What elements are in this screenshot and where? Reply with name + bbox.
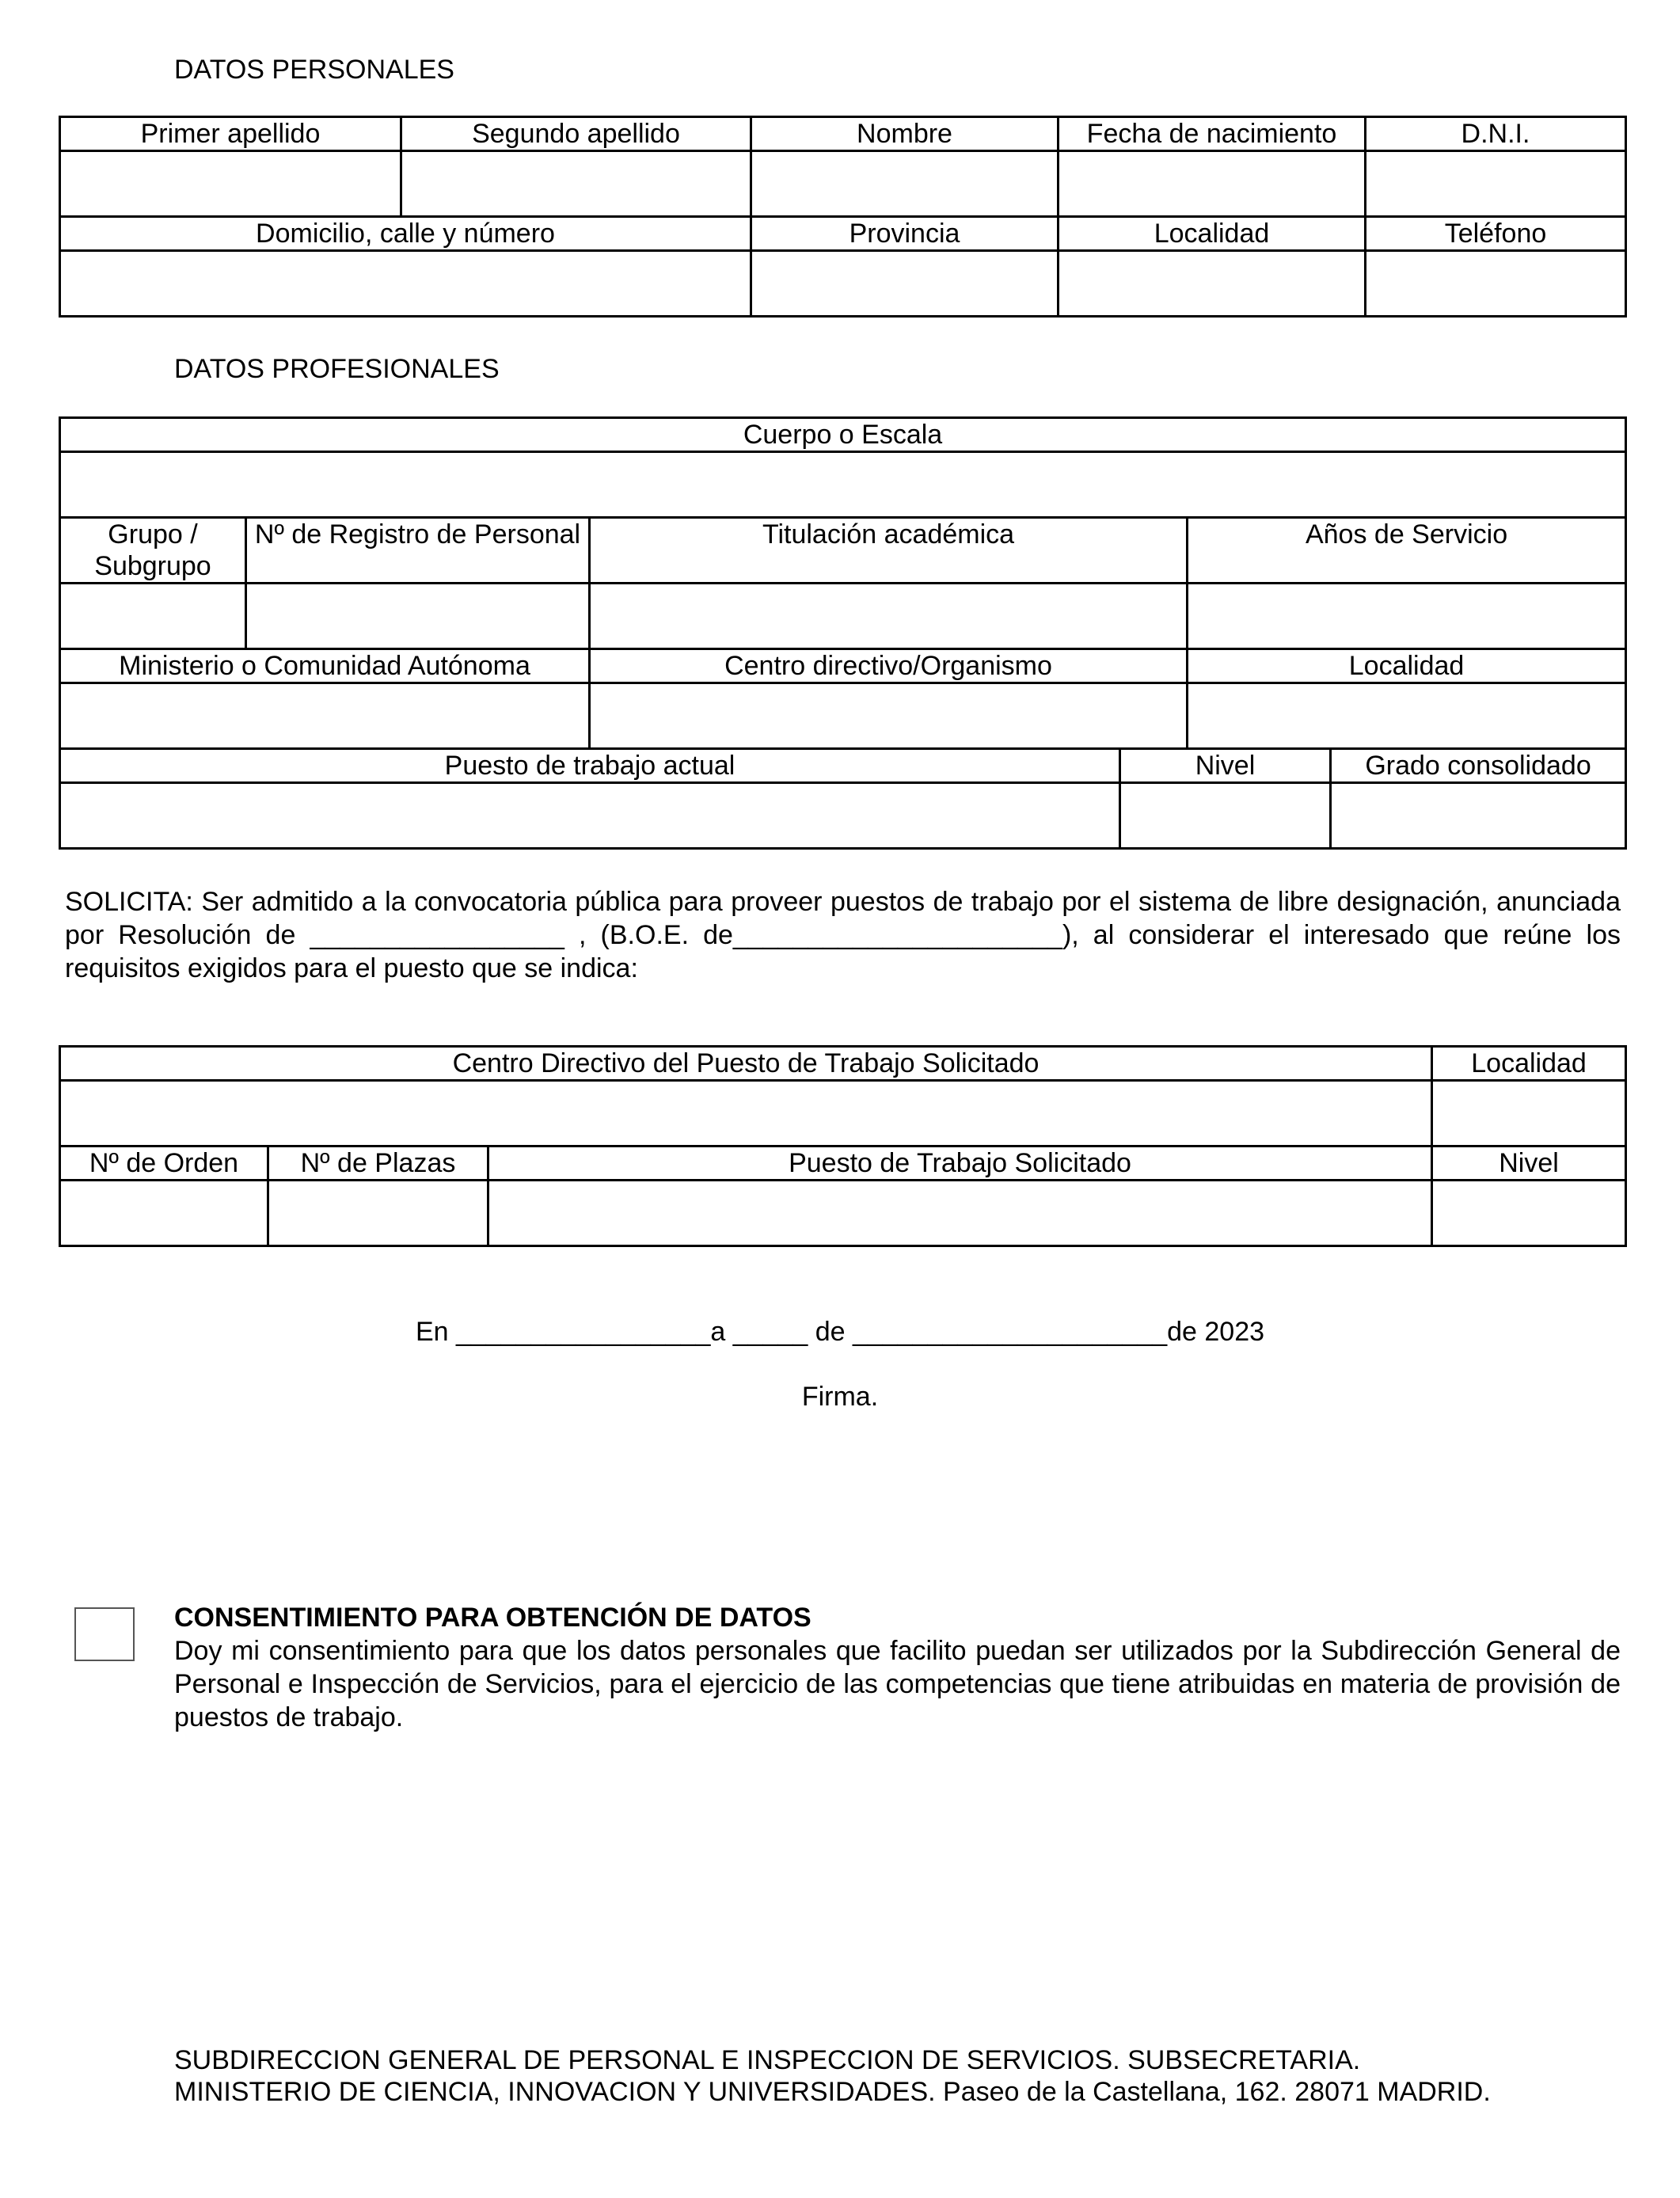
segundo-apellido-field[interactable] [401,151,751,217]
anos-servicio-field[interactable] [1188,584,1626,649]
place-date-line: En _________________a _____ de _____________________de 2023 [415,1317,1265,1347]
localidad-prof-field[interactable] [1188,683,1626,749]
solicita-paragraph: SOLICITA: Ser admitido a la convocatoria pública para proveer puestos de trabajo por el sistema de libre designación, anunciada por Resolución de _________________ , (B.O.E. de______________________), al considerar el interesado que reúne los requisitos exigidos para el puesto que se indica: [65,887,1621,983]
footer-line-1: SUBDIRECCION GENERAL DE PERSONAL E INSPECCION DE SERVICIOS. SUBSECRETARIA. [174,2045,1361,2075]
consent-checkbox[interactable] [74,1607,135,1661]
ministerio-field[interactable] [60,683,590,749]
label-registro-personal: Nº de Registro de Personal [246,518,590,584]
requested-post-table [59,1045,1627,1247]
puesto-solicitado-field[interactable] [488,1181,1432,1246]
centro-directivo-field[interactable] [590,683,1188,749]
label-domicilio: Domicilio, calle y número [60,217,751,251]
personal-data-heading: DATOS PERSONALES [174,55,454,85]
consent-body: Doy mi consentimiento para que los datos personales que facilito puedan ser utilizados por la Subdirección General de Personal e Inspección de Servicios, para el ejercicio de las competencias que tiene atribuidas en materia de provisión de puestos de trabajo. [174,1636,1621,1732]
dni-field[interactable] [1366,151,1626,217]
domicilio-field[interactable] [60,251,751,317]
numero-orden-field[interactable] [60,1181,268,1246]
nivel-solicitado-field[interactable] [1432,1181,1626,1246]
professional-data-heading: DATOS PROFESIONALES [174,354,500,384]
label-numero-orden: Nº de Orden [60,1147,268,1181]
centro-directivo-solicitado-field[interactable] [60,1081,1432,1147]
provincia-field[interactable] [751,251,1059,317]
label-nivel-solicitado: Nivel [1432,1147,1626,1181]
footer-line-2: MINISTERIO DE CIENCIA, INNOVACION Y UNIVERSIDADES. Paseo de la Castellana, 162. 28071 MADRID. [174,2077,1491,2107]
localidad-solicitada-field[interactable] [1432,1081,1626,1147]
signature-label: Firma. [801,1382,879,1412]
label-localidad: Localidad [1059,217,1366,251]
nombre-field[interactable] [751,151,1059,217]
label-segundo-apellido: Segundo apellido [401,117,751,151]
primer-apellido-field[interactable] [60,151,401,217]
consent-block [174,1601,1621,1734]
label-puesto-solicitado: Puesto de Trabajo Solicitado [488,1147,1432,1181]
registro-personal-field[interactable] [246,584,590,649]
footer [174,2044,1491,2108]
puesto-actual-field[interactable] [60,783,1120,849]
fecha-nacimiento-field[interactable] [1059,151,1366,217]
localidad-field[interactable] [1059,251,1366,317]
label-ministerio: Ministerio o Comunidad Autónoma [60,649,590,683]
label-nombre: Nombre [751,117,1059,151]
telefono-field[interactable] [1366,251,1626,317]
grado-consolidado-field[interactable] [1331,783,1626,849]
label-dni: D.N.I. [1366,117,1626,151]
cuerpo-escala-field[interactable] [60,452,1626,518]
label-anos-servicio: Años de Servicio [1188,518,1626,584]
personal-data-table [59,116,1627,318]
label-grado-consolidado: Grado consolidado [1331,749,1626,783]
label-fecha-nacimiento: Fecha de nacimiento [1059,117,1366,151]
consent-title: CONSENTIMIENTO PARA OBTENCIÓN DE DATOS [174,1603,811,1633]
label-localidad-solicitada: Localidad [1432,1047,1626,1081]
label-provincia: Provincia [751,217,1059,251]
label-localidad-prof: Localidad [1188,649,1626,683]
numero-plazas-field[interactable] [268,1181,488,1246]
label-grupo-subgrupo: Grupo / Subgrupo [60,518,246,584]
label-titulacion: Titulación académica [590,518,1188,584]
professional-data-table [59,416,1627,850]
titulacion-field[interactable] [590,584,1188,649]
label-primer-apellido: Primer apellido [60,117,401,151]
label-centro-directivo: Centro directivo/Organismo [590,649,1188,683]
label-telefono: Teléfono [1366,217,1626,251]
label-cuerpo-escala: Cuerpo o Escala [60,418,1626,452]
grupo-subgrupo-field[interactable] [60,584,246,649]
label-centro-directivo-solicitado: Centro Directivo del Puesto de Trabajo Solicitado [60,1047,1432,1081]
label-puesto-actual: Puesto de trabajo actual [60,749,1120,783]
label-numero-plazas: Nº de Plazas [268,1147,488,1181]
nivel-field[interactable] [1120,783,1331,849]
label-nivel: Nivel [1120,749,1331,783]
